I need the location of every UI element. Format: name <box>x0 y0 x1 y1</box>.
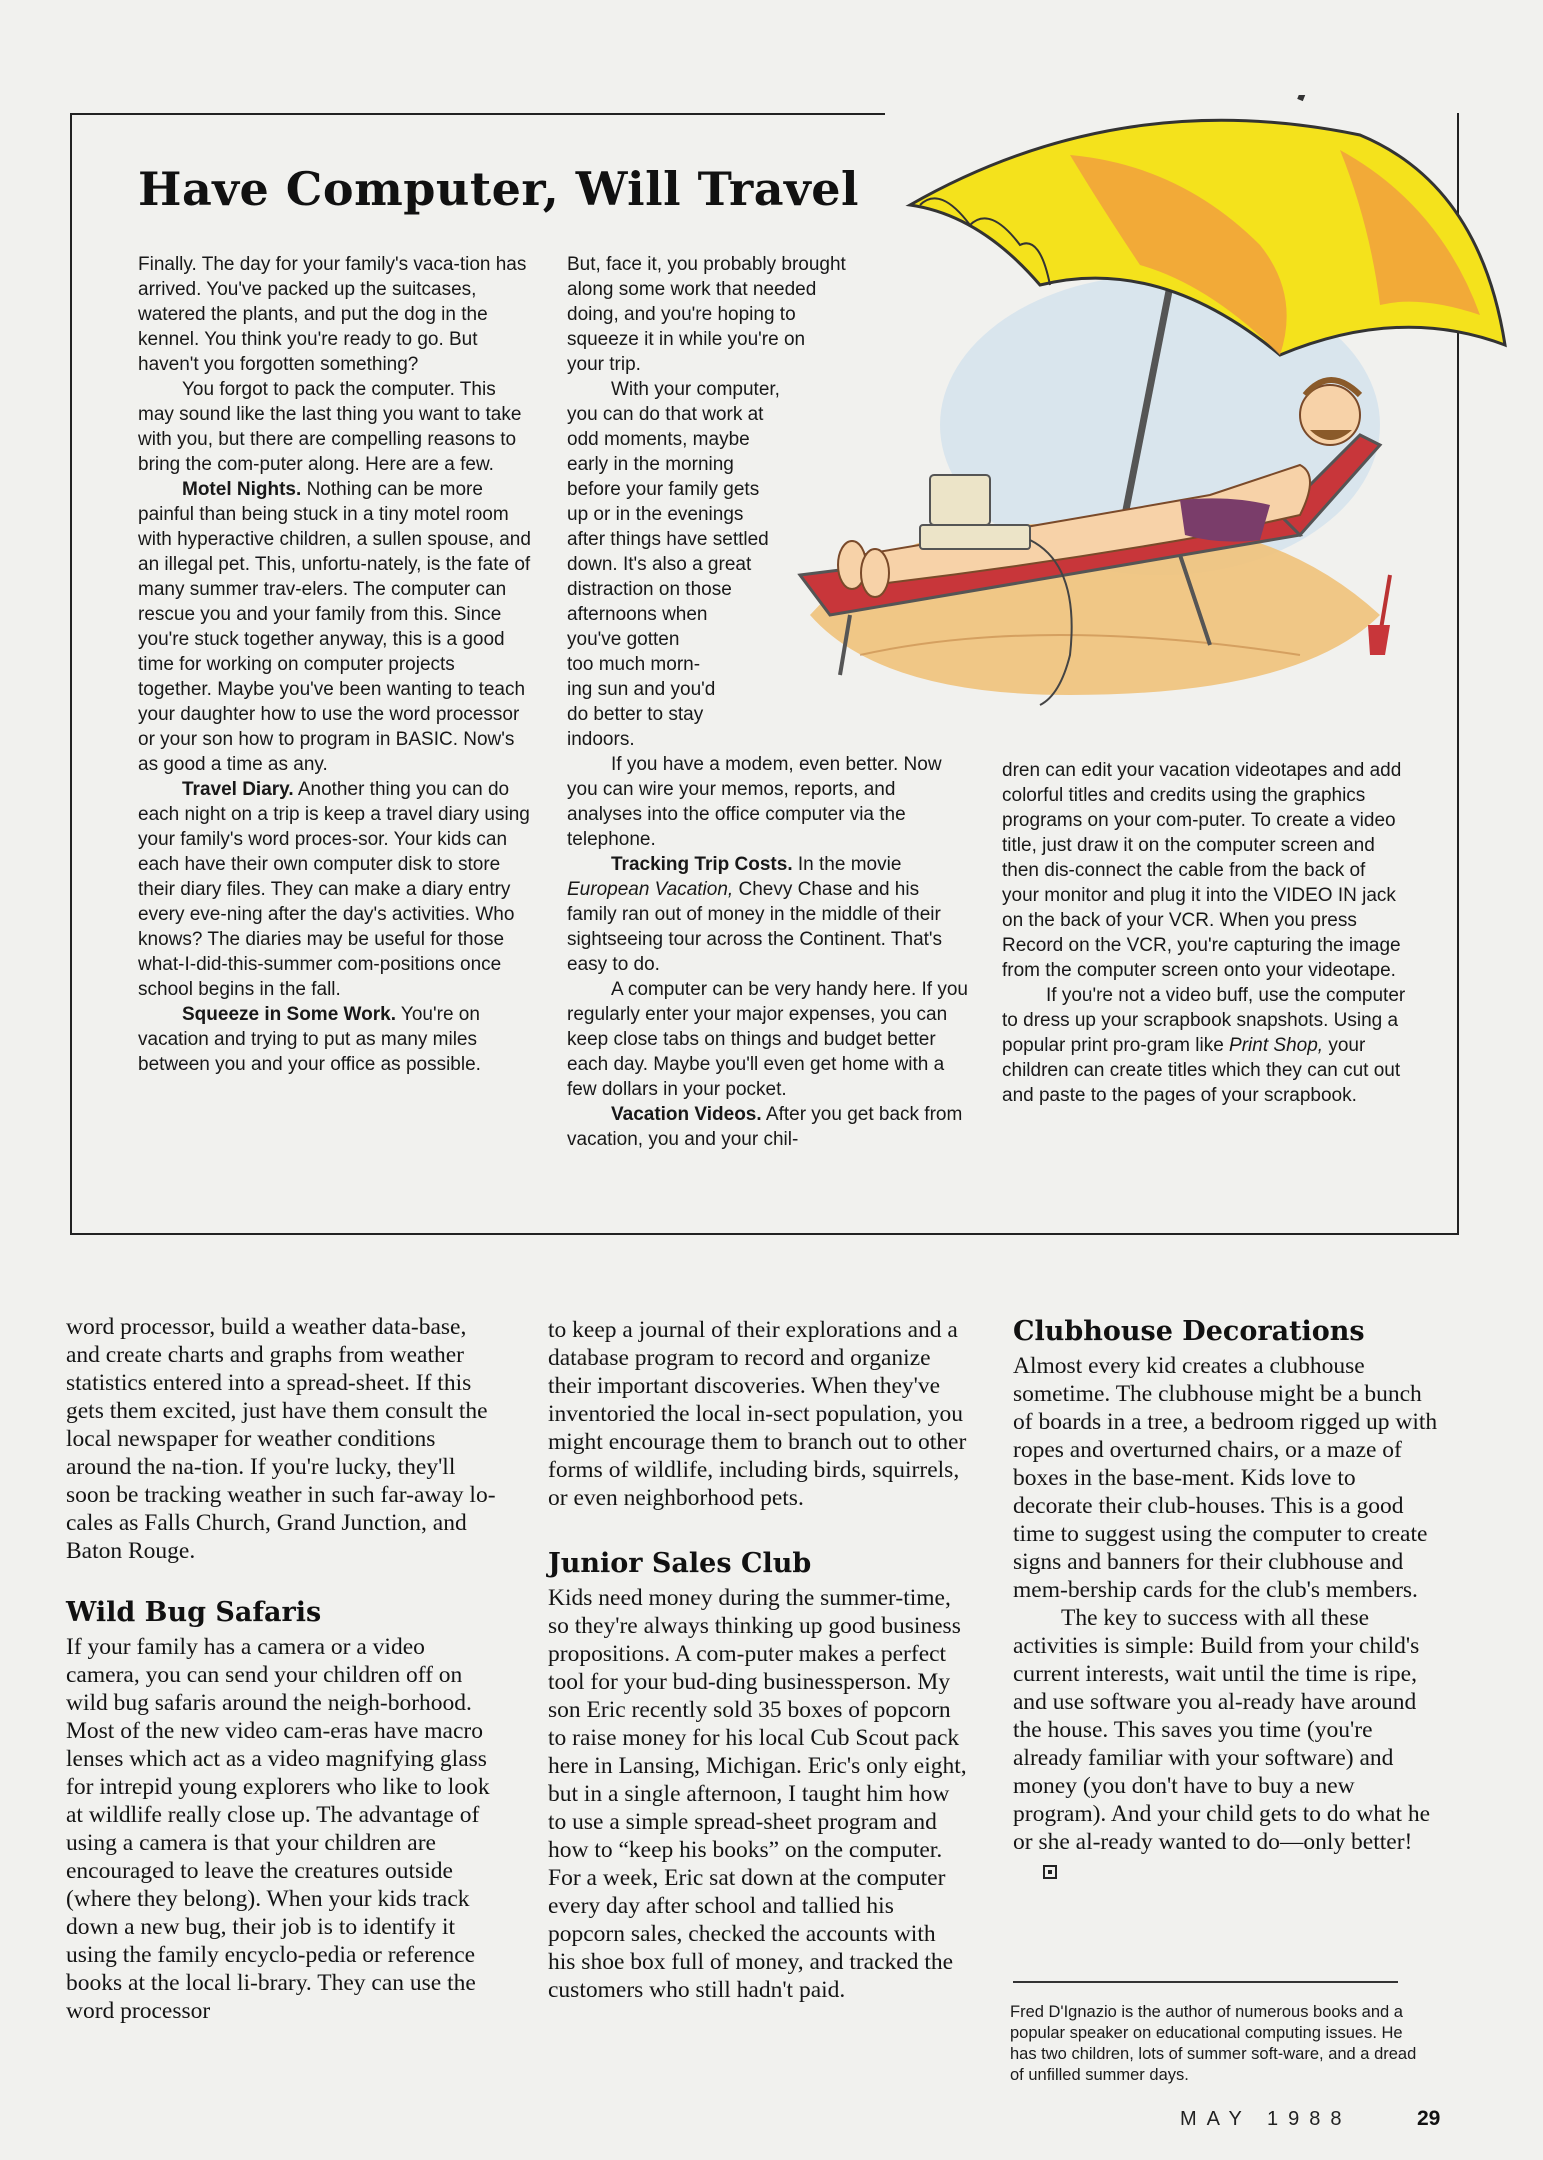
wrap-line: With your computer, <box>611 379 780 400</box>
sidebar-paragraph <box>138 1002 533 1077</box>
travel-diary-text: Another thing you can do each night on a trip is keep a travel diary using your family's word proces-sor. Your kids can each have their own computer disk to store their diary files. They can make a diary entry every eve-ning after the day's activities. Who knows? The diaries may be useful for those what-I-did-this-summer com-positions once school begins in the fall. <box>138 779 530 1000</box>
sidebar-paragraph <box>138 777 533 1002</box>
shovel-blade <box>1368 625 1390 655</box>
motel-nights-subhead: Motel Nights. <box>182 479 302 500</box>
sidebar-title: Have Computer, Will Travel <box>138 162 859 216</box>
squeeze-work-subhead: Squeeze in Some Work. <box>182 1004 396 1025</box>
closing-text: The key to success with all these activities is simple: Build from your child's current interests, wait until the time is ripe, and use software you al-ready have around the house. This saves you time (you're already familiar with your software) and money (you don't have to buy a new program). And your child gets to do what he or she al-ready wanted to do—only better! <box>1013 1605 1431 1855</box>
end-of-article-icon <box>1043 1865 1057 1879</box>
article-paragraph: word processor, build a weather data-base, and create charts and graphs from weather statistics entered into a spread-sheet. If this gets them excited, just have them consult the local newspaper for weather conditions around the na-tion. If you're lucky, they'll soon be tracking weather in such far-away lo-cales as Falls Church, Grand Junction, and Baton Rouge. <box>66 1314 496 1564</box>
movie-title: European Vacation, <box>567 879 734 900</box>
vacation-videos-subhead: Vacation Videos. <box>611 1104 762 1125</box>
sidebar-column-1 <box>138 252 533 1077</box>
wrap-line: doing, and you're hoping to <box>567 304 796 325</box>
man-shorts <box>1180 498 1270 541</box>
trip-costs-text: Chevy Chase and his family ran out of money in the middle of their sightseeing tour across the Continent. That's easy to do. <box>567 879 943 975</box>
article-column-3 <box>1013 1316 1438 1884</box>
wrap-line: distraction on those <box>567 579 732 600</box>
program-title: Print Shop, <box>1229 1035 1324 1056</box>
wrap-line: But, face it, you probably brought <box>567 254 846 275</box>
wrap-line: down. It's also a great <box>567 554 752 575</box>
wrap-line: too much morn- <box>567 654 701 675</box>
wrap-line: along some work that needed <box>567 279 817 300</box>
sidebar-paragraph: A computer can be very handy here. If you regularly enter your major expenses, you can keep close tabs on things and budget better each day. Maybe you'll even get home with a few dollars in your pocket. <box>567 979 968 1100</box>
article-column-1 <box>66 1313 500 2025</box>
sidebar-paragraph <box>567 852 972 977</box>
sidebar-paragraph: You forgot to pack the computer. This may sound like the last thing you want to take with you, but there are compelling reasons to bring the com-puter along. Here are a few. <box>138 379 522 475</box>
article-paragraph <box>1013 1604 1438 1884</box>
wrap-line: before your family gets <box>567 479 760 500</box>
issue-date: MAY 1988 <box>1180 2108 1352 2130</box>
article-paragraph: Kids need money during the summer-time, so they're always thinking up good business propositions. A com-puter makes a perfect tool for your bud-ding businessperson. My son Eric recently sold 35 boxes of popcorn to raise money for his local Cub Scout pack here in Lansing, Michigan. Eric's only eight, but in a single afternoon, I taught him how to use a simple spread-sheet program and how to “keep his books” on the computer. For a week, Eric sat down at the computer every day after school and tallied his popcorn sales, checked the accounts with his shoe box full of money, and tracked the customers who still hadn't paid. <box>548 1585 967 2003</box>
wrap-line: you've gotten <box>567 629 680 650</box>
sidebar-paragraph: If you have a modem, even better. Now you can wire your memos, reports, and analyses into the office computer via the telephone. <box>567 754 942 850</box>
sidebar-paragraph: dren can edit your vacation videotapes and add colorful titles and credits using the graphics programs on your com-puter. To create a video title, just draw it on the computer screen and then dis-connect the cable from the back of your monitor and plug it into the VIDEO IN jack on the back of your VCR. When you press Record on the VCR, you're capturing the image from the computer screen onto your videotape. <box>1002 760 1402 981</box>
wrap-line: up or in the evenings <box>567 504 744 525</box>
wrap-line: ing sun and you'd <box>567 679 716 700</box>
article-paragraph: to keep a journal of their explorations and a database program to record and organize their important discoveries. When they've inventoried the local in-sect population, you might encourage them to branch out to other forms of wildlife, including birds, squirrels, or even neighborhood pets. <box>548 1317 967 1511</box>
author-bio: Fred D'Ignazio is the author of numerous books and a popular speaker on educational computing issues. He has two children, lots of summer soft-ware, and a dread of unfilled summer days. <box>1010 2003 1417 2084</box>
squeeze-work-text: You're on vacation and trying to put as many miles between you and your office as possible. <box>138 1004 481 1075</box>
wrap-line: you can do that work at <box>567 404 764 425</box>
wrap-line: your trip. <box>567 354 641 375</box>
motel-nights-text: Nothing can be more painful than being stuck in a tiny motel room with hyperactive children, a sullen spouse, and an illegal pet. This, unfortu-nately, is the fate of many summer trav-elers. The computer can rescue you and your family from this. Since you're stuck together anyway, this is a good time for working on computer projects together. Maybe you've been wanting to teach your daughter how to use the word processor or your son how to program in BASIC. Now's as good a time as any. <box>138 479 531 775</box>
trip-costs-subhead: Tracking Trip Costs. <box>611 854 793 875</box>
scrapbook-text: your children can create titles which they can cut out and paste to the pages of your scrapbook. <box>1002 1035 1401 1106</box>
wrap-line: early in the morning <box>567 454 734 475</box>
wrap-line: indoors. <box>567 729 635 750</box>
umbrella-tip <box>1300 95 1310 100</box>
bio-rule <box>1013 1981 1398 1983</box>
sidebar-paragraph: Finally. The day for your family's vaca-tion has arrived. You've packed up the suitcases, watered the plants, and put the dog in the kennel. You think you're ready to go. But haven't you forgotten something? <box>138 254 527 375</box>
wrap-line: after things have settled <box>567 529 769 550</box>
article-column-2 <box>548 1316 968 2004</box>
article-paragraph: If your family has a camera or a video camera, you can send your children off on wild bug safaris around the neigh-borhood. Most of the new video cam-eras have macro lenses which act as a video magnifying glass for intrepid young explorers who like to look at wildlife really close up. The advantage of using a camera is that your children are encouraged to leave the creatures outside (where they belong). When your kids track down a new bug, their job is to identify it using the family encyclo-pedia or reference books at the local li-brary. They can use the word processor <box>66 1634 490 2024</box>
scrapbook-text: If you're not a video buff, use the computer to dress up your scrapbook snapshots. Using a popular print pro-gram like <box>1002 985 1406 1056</box>
wrap-line: do better to stay <box>567 704 704 725</box>
travel-diary-subhead: Travel Diary. <box>182 779 294 800</box>
sidebar-column-2 <box>567 252 972 1152</box>
vacation-videos-text: After you get back from vacation, you and your chil- <box>567 1104 963 1150</box>
article-paragraph: Almost every kid creates a clubhouse sometime. The clubhouse might be a bunch of boards in a tree, a bedroom rigged up with ropes and overturned chairs, or a maze of boxes in the base-ment. Kids love to decorate their club-houses. This is a good time to suggest using the computer to create signs and banners for their clubhouse and mem-bership cards for the club's members. <box>1013 1353 1438 1603</box>
sidebar-paragraph <box>567 1102 972 1152</box>
wrap-line: odd moments, maybe <box>567 429 750 450</box>
clubhouse-decorations-heading: Clubhouse Decorations <box>1013 1316 1365 1347</box>
wrap-line: squeeze it in while you're on <box>567 329 806 350</box>
wild-bug-safaris-heading: Wild Bug Safaris <box>66 1597 322 1628</box>
sidebar-paragraph <box>1002 983 1407 1108</box>
junior-sales-club-heading: Junior Sales Club <box>548 1548 812 1579</box>
sidebar-column-3 <box>1002 758 1407 1108</box>
page-number: 29 <box>1417 2107 1441 2130</box>
trip-costs-text: In the movie <box>797 854 902 875</box>
sidebar-paragraph <box>138 477 533 777</box>
wrap-line: afternoons when <box>567 604 708 625</box>
